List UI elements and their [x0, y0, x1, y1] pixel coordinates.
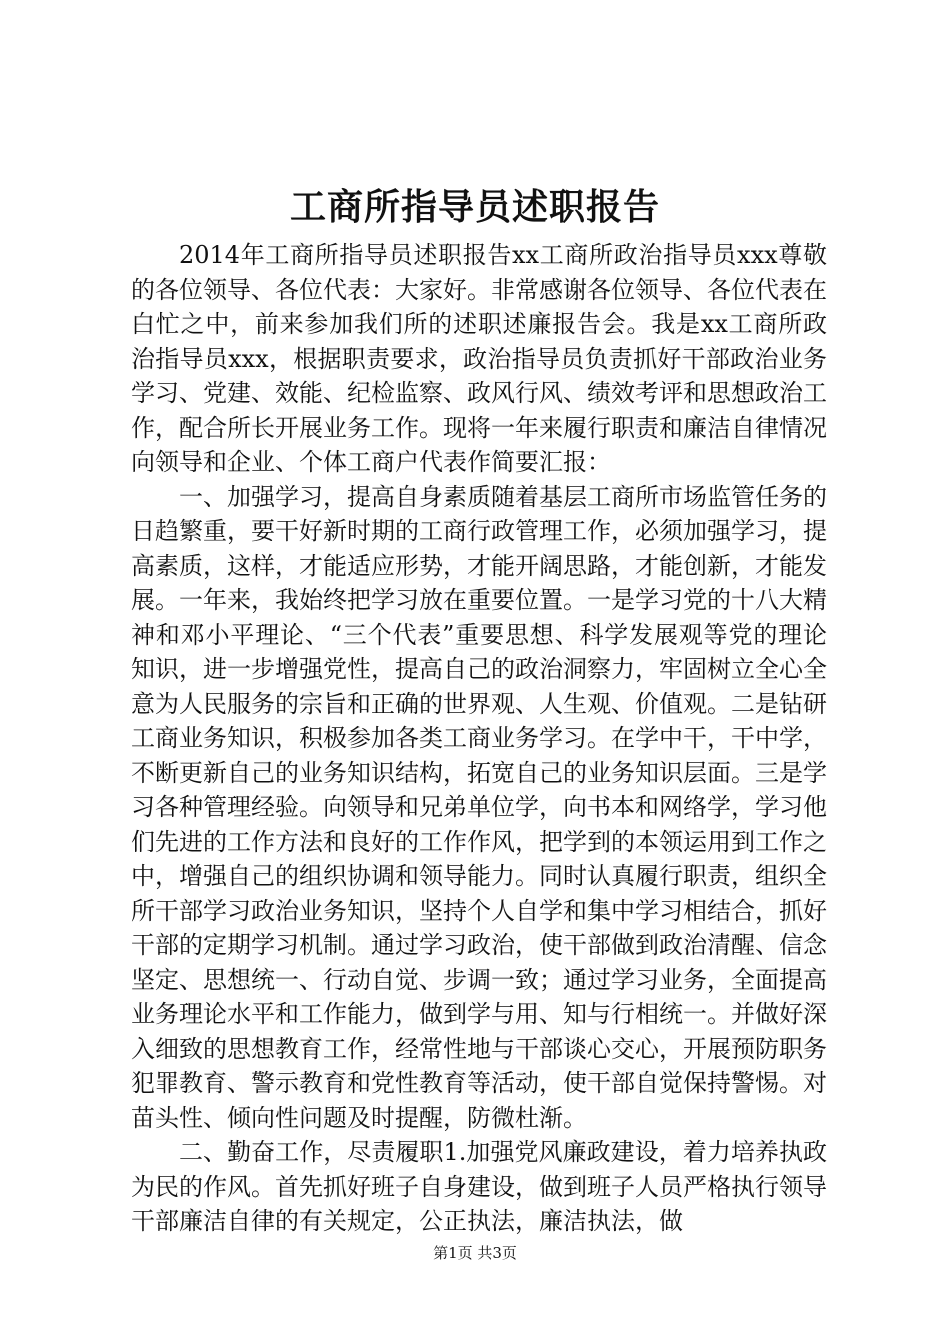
page-footer: 第1页 共3页 — [433, 1244, 517, 1262]
document-title: 工商所指导员述职报告 — [289, 187, 660, 228]
paragraph-intro: 2014年工商所指导员述职报告xx工商所政治指导员xxx尊敬的各位领导、各位代表：大家好。非常感谢各位领导、各位代表在白忙之中，前来参加我们所的述职述廉报告会。我是xx工商所政治指导员xxx，根据职责要求，政治指导员负责抓好干部政治业务学习、党建、效能、纪检监察、政风行风、绩效考评和思想政治工作，配合所长开展业务工作。现将一年来履行职责和廉洁自律情况向领导和企业、个体工商户代表作简要汇报： — [131, 241, 827, 476]
document-body — [131, 238, 827, 1239]
paragraph-section-2: 二、勤奋工作，尽责履职1.加强党风廉政建设，着力培养执政为民的作风。首先抓好班子自身建设，做到班子人员严格执行领导干部廉洁自律的有关规定，公正执法，廉洁执法，做 — [131, 1138, 827, 1235]
paragraph-section-1: 一、加强学习，提高自身素质随着基层工商所市场监管任务的日趋繁重，要干好新时期的工商行政管理工作，必须加强学习，提高素质，这样，才能适应形势，才能开阔思路，才能创新，才能发展。一年来，我始终把学习放在重要位置。一是学习党的十八大精神和邓小平理论、“三个代表”重要思想、科学发展观等党的理论知识，进一步增强党性，提高自己的政治洞察力，牢固树立全心全意为人民服务的宗旨和正确的世界观、人生观、价值观。二是钻研工商业务知识，积极参加各类工商业务学习。在学中干，干中学，不断更新自己的业务知识结构，拓宽自己的业务知识层面。三是学习各种管理经验。向领导和兄弟单位学，向书本和网络学，学习他们先进的工作方法和良好的工作作风，把学到的本领运用到工作之中，增强自己的组织协调和领导能力。同时认真履行职责，组织全所干部学习政治业务知识，坚持个人自学和集中学习相结合，抓好干部的定期学习机制。通过学习政治，使干部做到政治清醒、信念坚定、思想统一、行动自觉、步调一致；通过学习业务，全面提高业务理论水平和工作能力，做到学与用、知与行相统一。并做好深入细致的思想教育工作，经常性地与干部谈心交心，开展预防职务犯罪教育、警示教育和党性教育等活动，使干部自觉保持警惕。对苗头性、倾向性问题及时提醒，防微杜渐。 — [131, 482, 827, 1132]
